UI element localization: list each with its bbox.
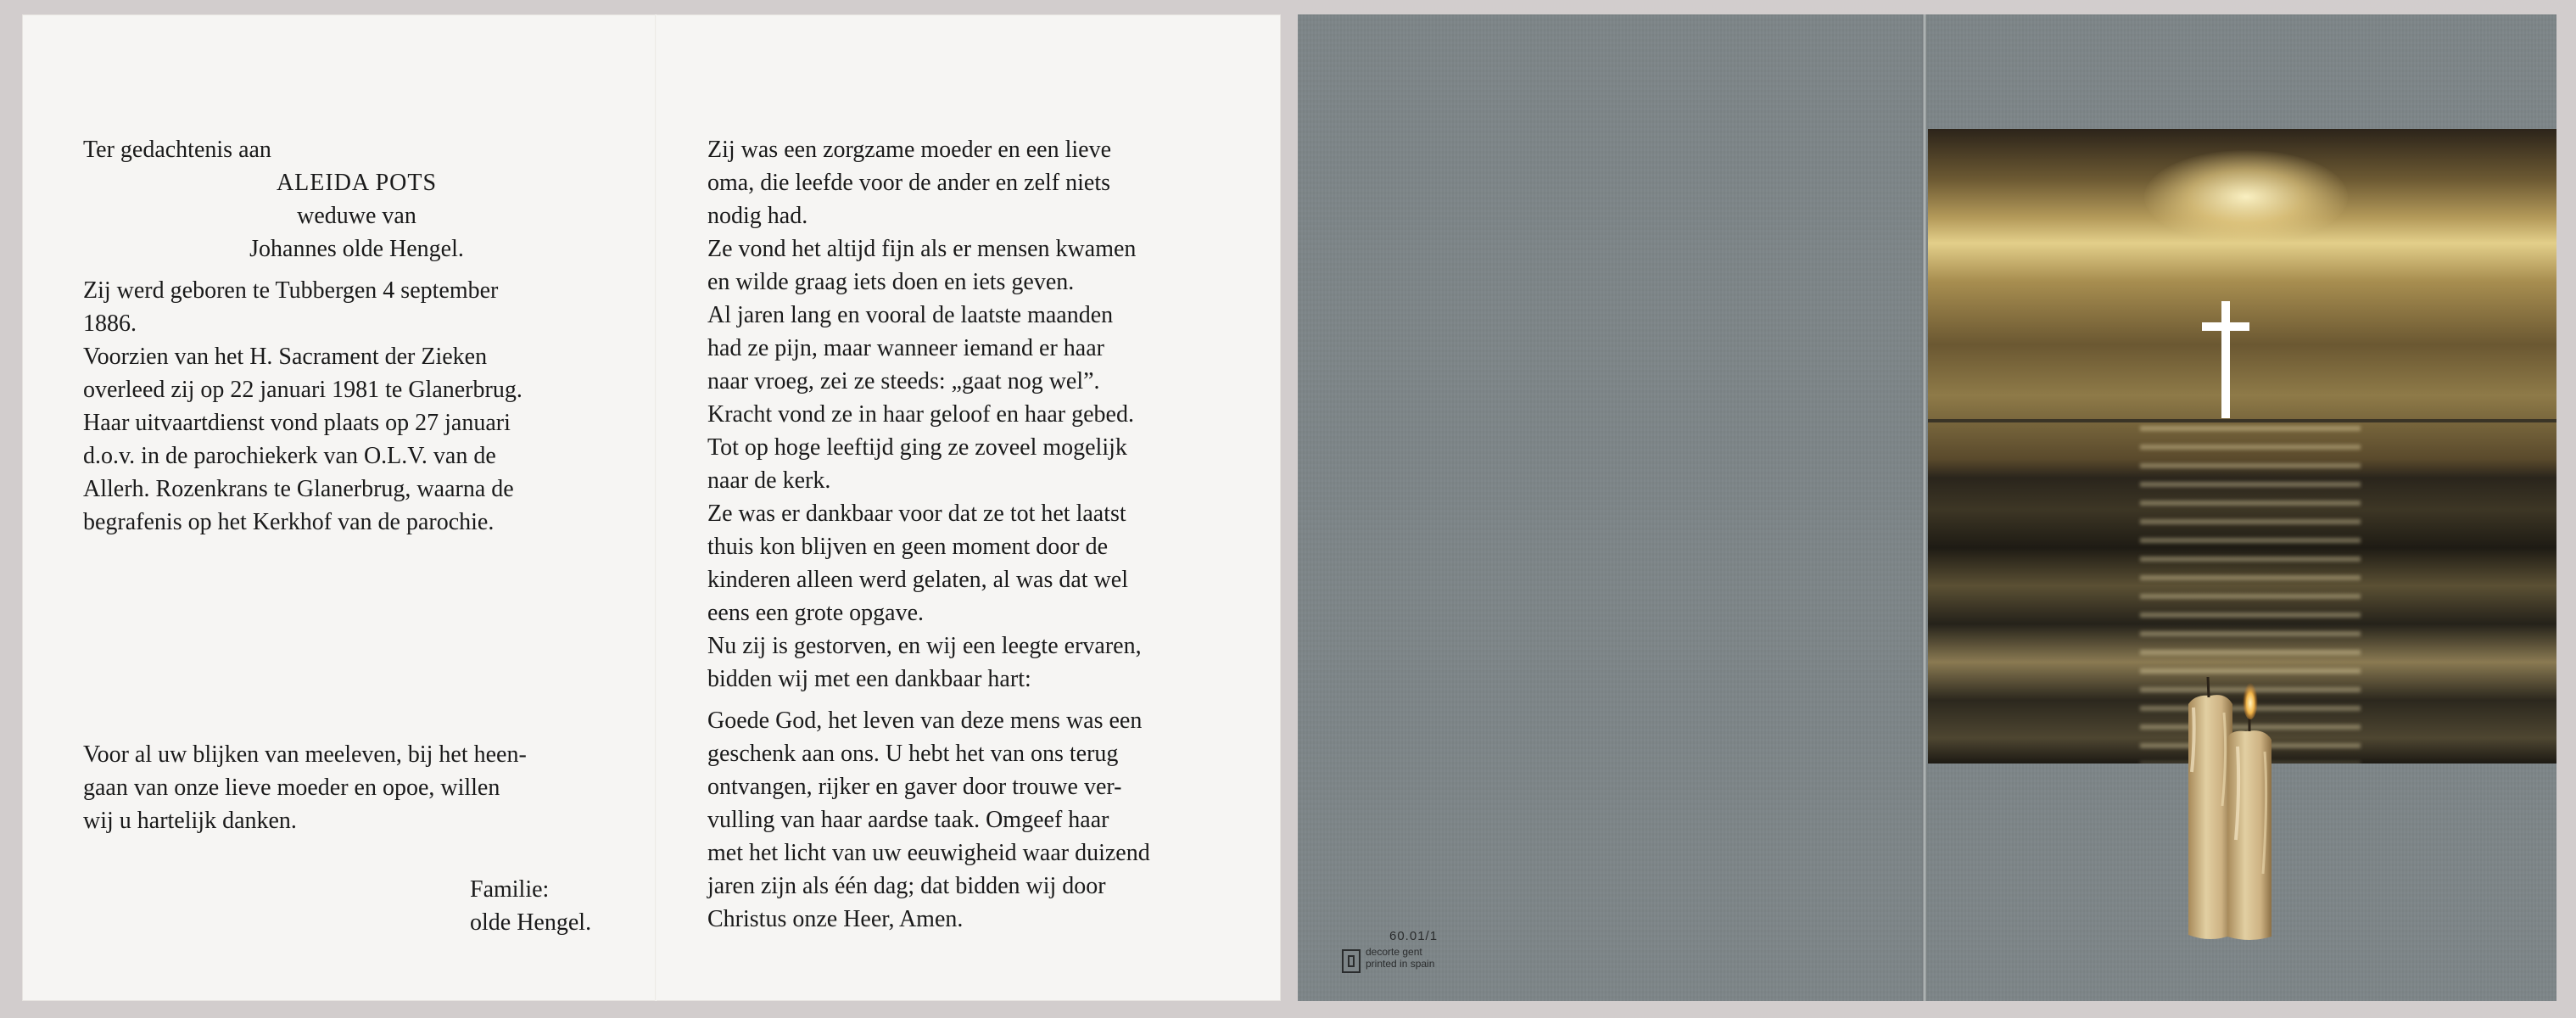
prayer-line: ontvangen, rijker en gaver door trouwe ver- [707,774,1122,800]
bio-line: Zij werd geboren te Tubbergen 4 september [83,277,499,304]
bio-line: 1886. [83,310,137,337]
printer-brand [1366,946,1434,970]
printer-imprint [1333,929,1486,980]
right-text-column [707,133,1252,936]
text-line: Nu zij is gestorven, en wij een leegte ervaren, [707,633,1142,659]
prayer-line: geschenk aan ons. U hebt het van ons terug [707,741,1119,767]
thanks-line: gaan van onze lieve moeder en opoe, willen [83,775,500,801]
cover-fold [1922,14,1927,1001]
prayer-line: jaren zijn als één dag; dat bidden wij door [707,873,1106,899]
bio-line: d.o.v. in de parochiekerk van O.L.V. van de [83,443,496,469]
prayer-line: Christus onze Heer, Amen. [707,906,964,932]
intro-line: Ter gedachtenis aan [83,137,271,163]
prayer-line: Goede God, het leven van deze mens was een [707,708,1143,734]
text-line: oma, die leefde voor de ander en zelf niets [707,170,1111,196]
printer-logo-icon [1342,949,1361,973]
text-line: Ze was er dankbaar voor dat ze tot het laatst [707,501,1126,527]
sun-glow [2144,150,2348,243]
text-line: naar vroeg, zei ze steeds: „gaat nog wel”. [707,368,1100,394]
printer-name: decorte gent [1366,946,1422,958]
cross-icon-bar [2202,322,2249,331]
cross-icon [2221,301,2230,418]
life-description [707,133,1252,696]
bio-line: overleed zij op 22 januari 1981 te Glanerbrug. [83,377,522,403]
text-line: Kracht vond ze in haar geloof en haar gebed. [707,401,1134,428]
prayer [707,704,1252,936]
fold-line [655,14,657,1001]
thanks-line: Voor al uw blijken van meeleven, bij het heen- [83,741,527,768]
card-inner-spread [22,14,1281,1001]
text-line: bidden wij met een dankbaar hart: [707,666,1031,692]
thanks-message [83,738,630,837]
prayer-line: met het licht van uw eeuwigheid waar duizend [707,840,1150,866]
text-line: kinderen alleen werd gelaten, al was dat wel [707,567,1129,593]
text-line: nodig had. [707,203,808,229]
text-line: thuis kon blijven en geen moment door de [707,534,1109,560]
left-text-column [83,133,630,936]
text-line: Al jaren lang en vooral de laatste maanden [707,302,1114,328]
bio-line: Voorzien van het H. Sacrament der Zieken [83,344,488,370]
text-line: eens een grote opgave. [707,600,924,626]
wick [2208,677,2209,697]
deceased-name: ALEIDA POTS [276,170,438,196]
card-cover-spread [1298,14,2556,1001]
prayer-line: vulling van haar aardse taak. Omgeef haar [707,807,1109,833]
text-line: en wilde graag iets doen en iets geven. [707,269,1075,295]
flame-icon [2243,679,2258,719]
text-line: naar de kerk. [707,467,831,494]
text-line: Zij was een zorgzame moeder en een lieve [707,137,1112,163]
text-line: Tot op hoge leeftijd ging ze zoveel mogelijk [707,434,1127,461]
bio-line: Allerh. Rozenkrans te Glanerbrug, waarna de [83,476,514,502]
family-label: Familie: [470,876,550,903]
husband-name: Johannes olde Hengel. [249,236,464,262]
sunset-sea-photo [1928,129,2556,764]
thanks-line: wij u hartelijk danken. [83,808,297,834]
bio-line: begrafenis op het Kerkhof van de parochie. [83,509,495,535]
widow-label: weduwe van [297,203,416,229]
family-name: olde Hengel. [470,909,592,936]
family-signature [470,873,631,939]
text-line: had ze pijn, maar wanneer iemand er haar [707,335,1104,361]
printer-origin: printed in spain [1366,958,1435,970]
print-code: 60.01/1 [1389,929,1439,943]
horizon-line [1928,419,2556,422]
candles-icon [2176,670,2312,943]
bio-line: Haar uitvaartdienst vond plaats op 27 januari [83,410,511,436]
biography [83,274,630,539]
text-line: Ze vond het altijd fijn als er mensen kwamen [707,236,1137,262]
